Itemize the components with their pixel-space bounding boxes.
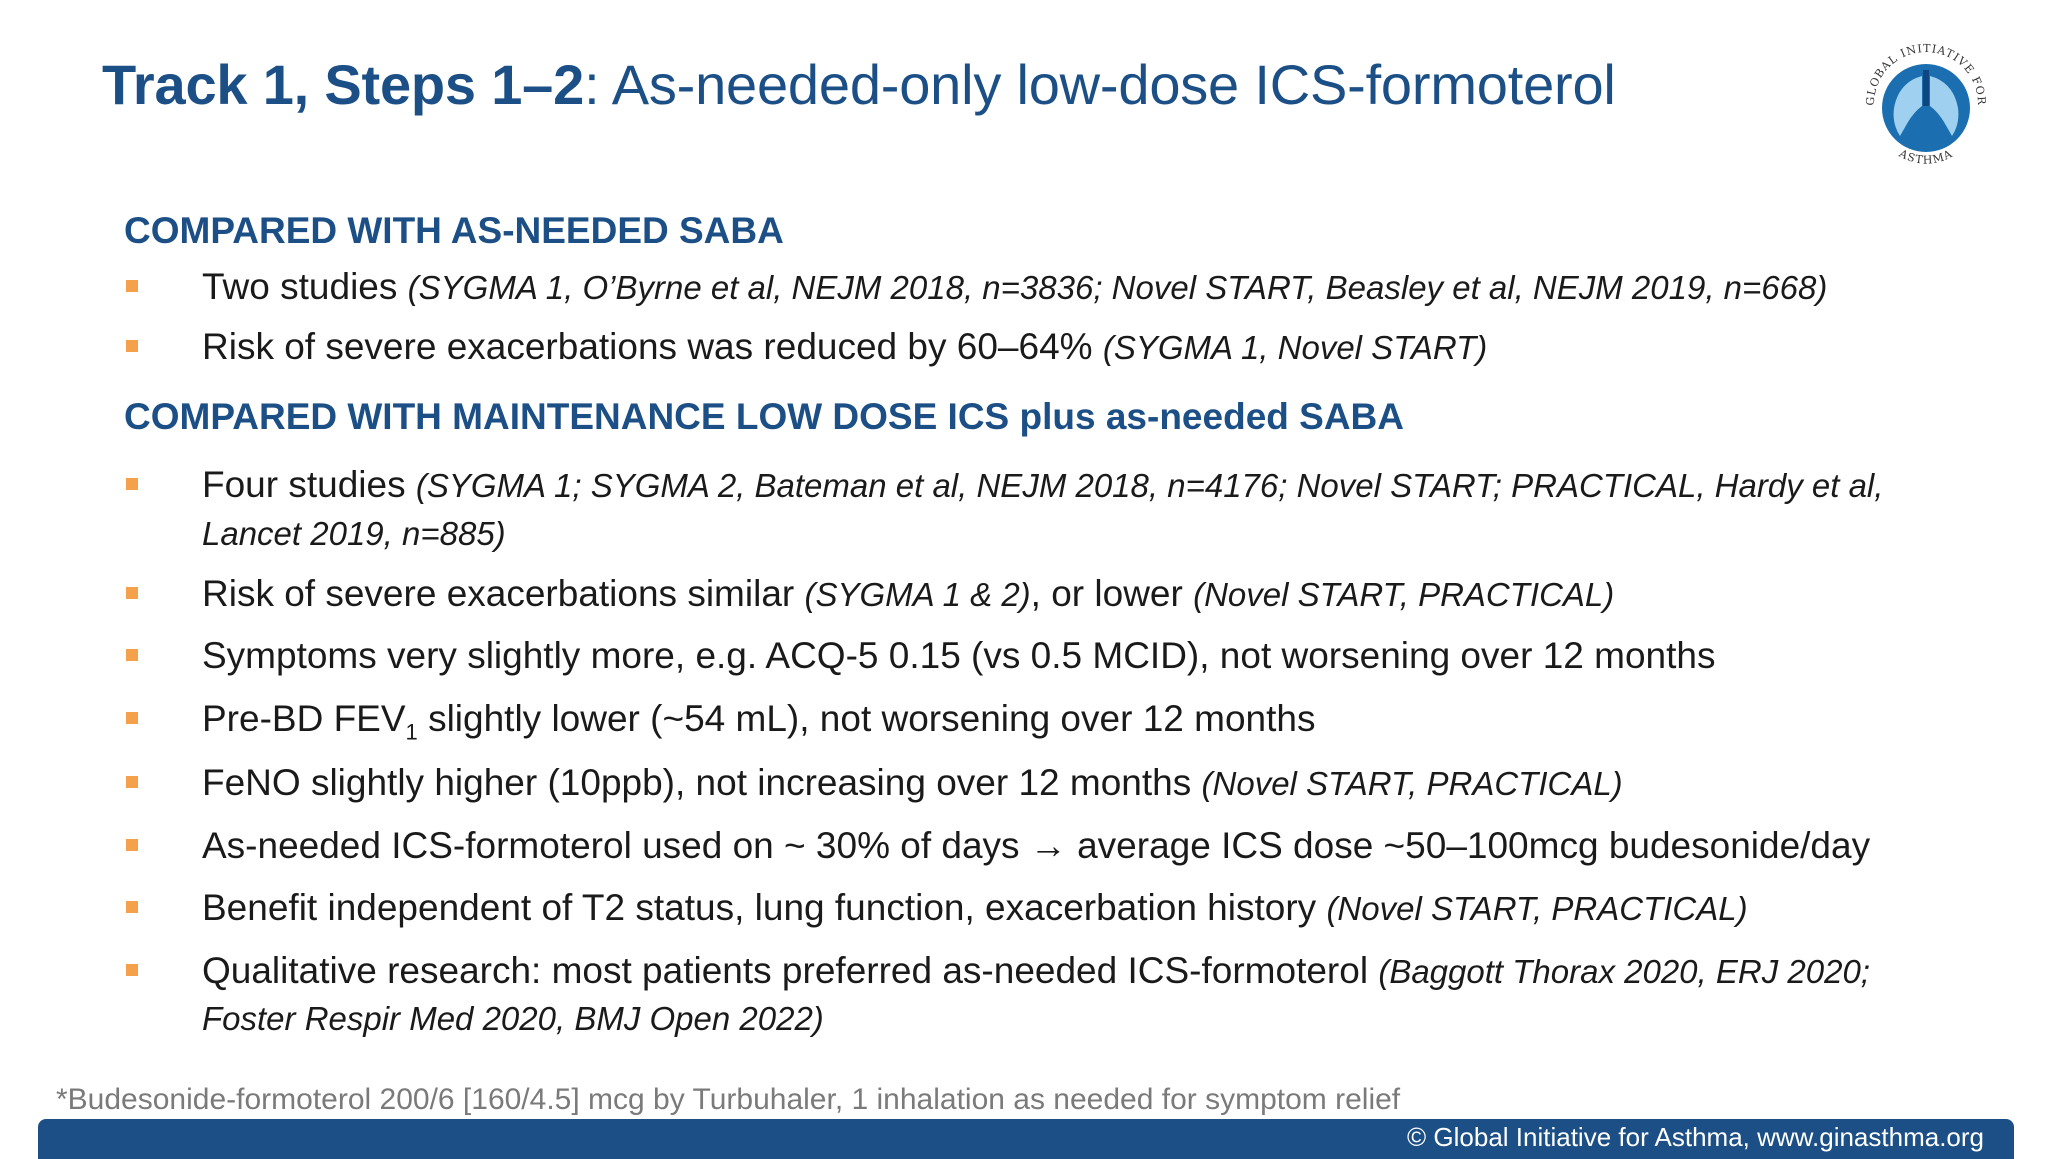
bullet-citation: (SYGMA 1, O’Byrne et al, NEJM 2018, n=3836; Novel START, Beasley et al, NEJM 2019, n=668) bbox=[407, 269, 1828, 306]
bullet-marker bbox=[126, 901, 138, 913]
bullet-text: Two studies bbox=[202, 266, 408, 307]
bullet-marker bbox=[126, 839, 138, 851]
bullet-marker bbox=[126, 340, 138, 352]
bullet-text-2: , or lower bbox=[1030, 573, 1194, 614]
bullet-citation: (Novel START, PRACTICAL) bbox=[1201, 765, 1623, 802]
logo-bottom-text: ASTHMA bbox=[1897, 146, 1955, 167]
bullet-subscript: 1 bbox=[405, 719, 418, 745]
bullet-marker bbox=[126, 964, 138, 976]
bullet-text: Pre-BD FEV bbox=[202, 698, 406, 739]
gina-logo bbox=[1856, 26, 1996, 176]
bullet-text: Risk of severe exacerbations was reduced by 60–64% bbox=[202, 326, 1103, 367]
slide-title-rest: : As-needed-only low-dose ICS-formoterol bbox=[584, 53, 1616, 116]
slide-title-bold: Track 1, Steps 1–2 bbox=[102, 53, 585, 116]
bullet-citation: (SYGMA 1; SYGMA 2, Bateman et al, NEJM 2018, n=4176; Novel START; PRACTICAL, Hardy et al, bbox=[415, 467, 1884, 504]
bullet-citation-2: (Novel START, PRACTICAL) bbox=[1193, 576, 1615, 613]
bullet-citation-continued: Lancet 2019, n=885) bbox=[202, 515, 506, 552]
logo-top-text: GLOBAL INITIATIVE FOR bbox=[1863, 41, 1989, 106]
bullet-text: Risk of severe exacerbations similar bbox=[202, 573, 805, 614]
bullet-text: Four studies bbox=[202, 464, 416, 505]
footer-bar bbox=[38, 1119, 2014, 1159]
bullet-marker bbox=[126, 280, 138, 292]
bullet-text: As-needed ICS-formoterol used on ~ 30% of days → average ICS dose ~50–100mcg budesonide/day bbox=[202, 825, 1871, 866]
bullet-marker bbox=[126, 776, 138, 788]
section-heading-saba: COMPARED WITH AS-NEEDED SABA bbox=[124, 210, 784, 251]
footnote: *Budesonide-formoterol 200/6 [160/4.5] mcg by Turbuhaler, 1 inhalation as needed for symptom relief bbox=[56, 1083, 1401, 1116]
section-heading-ics: COMPARED WITH MAINTENANCE LOW DOSE ICS plus as-needed SABA bbox=[124, 396, 1404, 437]
copyright: © Global Initiative for Asthma, www.ginasthma.org bbox=[1407, 1122, 1984, 1152]
bullet-text: Symptoms very slightly more, e.g. ACQ-5 0.15 (vs 0.5 MCID), not worsening over 12 months bbox=[202, 635, 1716, 676]
bullet-marker bbox=[126, 649, 138, 661]
bullet-marker bbox=[126, 478, 138, 490]
lungs-icon bbox=[1856, 26, 1996, 176]
bullet-citation: (Baggott Thorax 2020, ERJ 2020; bbox=[1378, 953, 1870, 990]
bullet-citation: (SYGMA 1 & 2) bbox=[804, 576, 1031, 613]
bullet-citation-continued: Foster Respir Med 2020, BMJ Open 2022) bbox=[202, 1000, 824, 1037]
bullet-citation: (Novel START, PRACTICAL) bbox=[1326, 890, 1748, 927]
slide-title bbox=[102, 52, 1616, 117]
bullet-text-2: slightly lower (~54 mL), not worsening over 12 months bbox=[417, 698, 1316, 739]
bullet-text: Qualitative research: most patients preferred as-needed ICS-formoterol bbox=[202, 950, 1379, 991]
bullet-text: Benefit independent of T2 status, lung function, exacerbation history bbox=[202, 887, 1327, 928]
bullet-text: FeNO slightly higher (10ppb), not increasing over 12 months bbox=[202, 762, 1202, 803]
bullet-marker bbox=[126, 712, 138, 724]
bullet-citation: (SYGMA 1, Novel START) bbox=[1102, 329, 1488, 366]
bullet-marker bbox=[126, 587, 138, 599]
